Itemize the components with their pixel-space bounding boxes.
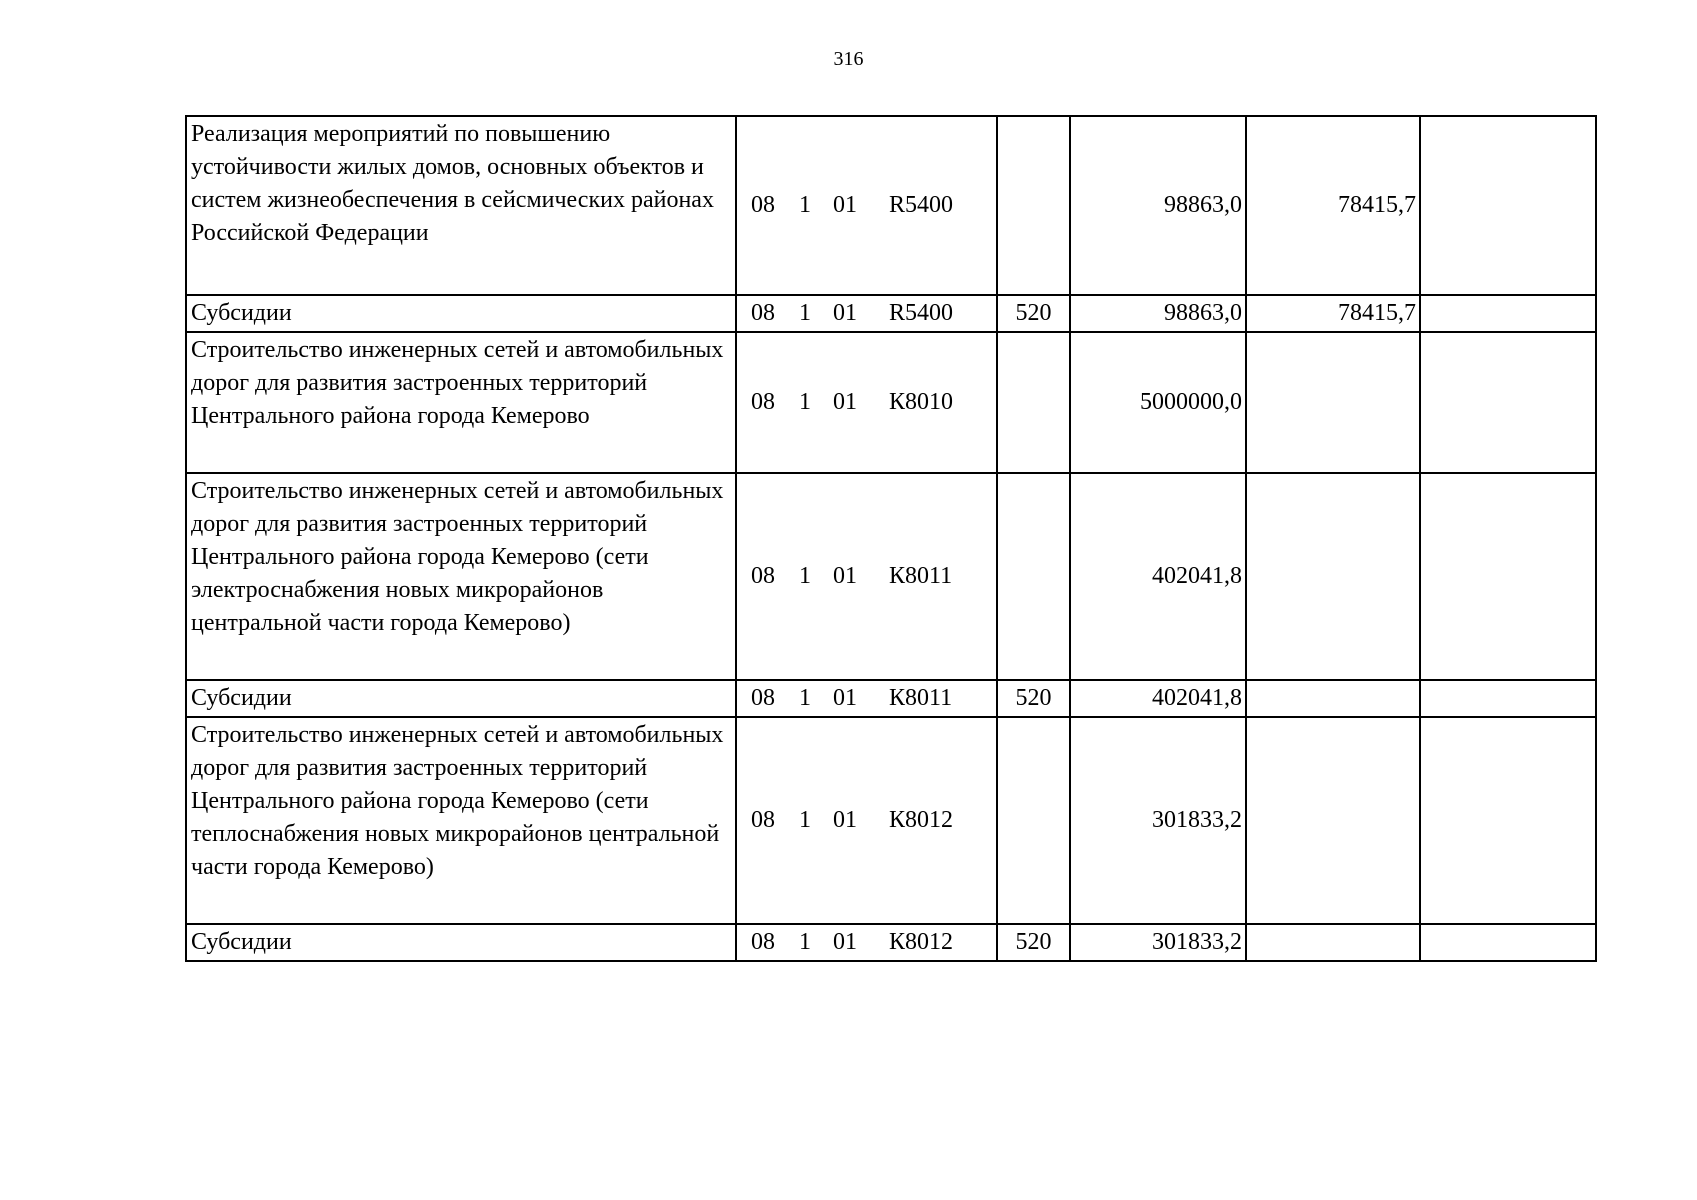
row-name: Реализация мероприятий по повышению устойчивости жилых домов, основных объектов и систем жизнеобеспечения в сейсмических районах Российской Федерации [186, 116, 736, 295]
subprogram-code: 1 [799, 929, 811, 955]
subprogram-code: 1 [799, 192, 811, 218]
amount-1: 301833,2 [1070, 924, 1246, 961]
amount-3 [1420, 924, 1596, 961]
amount-1: 301833,2 [1070, 717, 1246, 924]
row-name: Субсидии [186, 680, 736, 717]
amount-2: 78415,7 [1246, 295, 1420, 332]
program-code: 01 [833, 807, 857, 833]
amount-2 [1246, 680, 1420, 717]
amount-2 [1246, 473, 1420, 680]
table-row [186, 473, 1596, 680]
section-code: 08 [751, 563, 775, 589]
code-cell [736, 116, 997, 295]
row-name: Строительство инженерных сетей и автомобильных дорог для развития застроенных территорий Центрального района города Кемерово [186, 332, 736, 473]
code-cell [736, 680, 997, 717]
subprogram-code: 1 [799, 685, 811, 711]
budget-table [185, 115, 1597, 962]
program-code: 01 [833, 389, 857, 415]
program-code: 01 [833, 300, 857, 326]
amount-1: 98863,0 [1070, 295, 1246, 332]
expense-type [997, 332, 1070, 473]
table-row [186, 116, 1596, 295]
article-code: R5400 [889, 192, 954, 218]
amount-3 [1420, 680, 1596, 717]
section-code: 08 [751, 192, 775, 218]
section-code: 08 [751, 389, 775, 415]
table-row [186, 924, 1596, 961]
amount-1: 402041,8 [1070, 680, 1246, 717]
expense-type: 520 [997, 295, 1070, 332]
program-code: 01 [833, 685, 857, 711]
article-code: К8011 [889, 685, 953, 711]
page-number: 316 [833, 48, 864, 70]
program-code: 01 [833, 563, 857, 589]
code-cell [736, 332, 997, 473]
amount-3 [1420, 717, 1596, 924]
article-code: R5400 [889, 300, 954, 326]
subprogram-code: 1 [799, 563, 811, 589]
amount-1: 402041,8 [1070, 473, 1246, 680]
table-row [186, 295, 1596, 332]
amount-2 [1246, 332, 1420, 473]
expense-type: 520 [997, 924, 1070, 961]
subprogram-code: 1 [799, 807, 811, 833]
code-cell [736, 295, 997, 332]
row-name: Строительство инженерных сетей и автомобильных дорог для развития застроенных территорий Центрального района города Кемерово (сети электроснабжения новых микрорайонов центральной части города Кемерово) [186, 473, 736, 680]
article-code: К8012 [889, 929, 954, 955]
section-code: 08 [751, 807, 775, 833]
subprogram-code: 1 [799, 389, 811, 415]
row-name: Субсидии [186, 295, 736, 332]
amount-3 [1420, 295, 1596, 332]
table-row [186, 680, 1596, 717]
code-cell [736, 924, 997, 961]
expense-type [997, 473, 1070, 680]
program-code: 01 [833, 192, 857, 218]
code-cell [736, 473, 997, 680]
amount-1: 98863,0 [1070, 116, 1246, 295]
section-code: 08 [751, 300, 775, 326]
program-code: 01 [833, 929, 857, 955]
amount-2 [1246, 717, 1420, 924]
table-row [186, 717, 1596, 924]
code-cell [736, 717, 997, 924]
article-code: К8012 [889, 807, 954, 833]
amount-1: 5000000,0 [1070, 332, 1246, 473]
section-code: 08 [751, 929, 775, 955]
expense-type [997, 717, 1070, 924]
table-row [186, 332, 1596, 473]
row-name: Строительство инженерных сетей и автомобильных дорог для развития застроенных территорий Центрального района города Кемерово (сети теплоснабжения новых микрорайонов центральной части города Кемерово) [186, 717, 736, 924]
article-code: К8011 [889, 563, 953, 589]
expense-type: 520 [997, 680, 1070, 717]
expense-type [997, 116, 1070, 295]
amount-3 [1420, 332, 1596, 473]
row-name: Субсидии [186, 924, 736, 961]
subprogram-code: 1 [799, 300, 811, 326]
amount-3 [1420, 116, 1596, 295]
section-code: 08 [751, 685, 775, 711]
amount-2: 78415,7 [1246, 116, 1420, 295]
amount-2 [1246, 924, 1420, 961]
article-code: К8010 [889, 389, 954, 415]
amount-3 [1420, 473, 1596, 680]
